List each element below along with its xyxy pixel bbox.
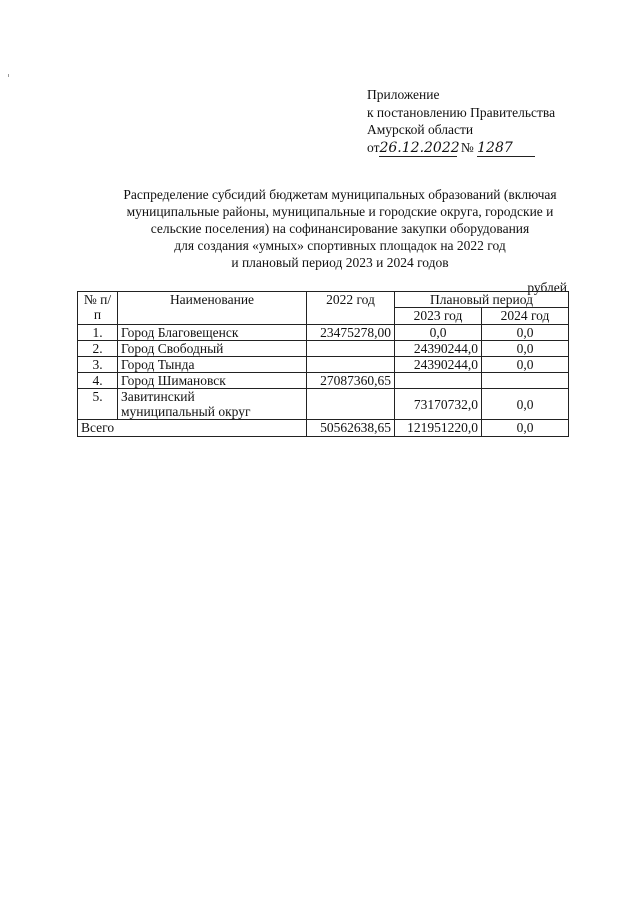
table-row (78, 357, 569, 373)
title-line: муниципальные районы, муниципальные и городские округа, городские и (126, 204, 554, 219)
col-header-name: Наименование (118, 292, 307, 325)
row-2023: 0,0 (395, 325, 482, 341)
currency-unit: рублей (527, 280, 567, 295)
table-row (78, 341, 569, 357)
table-row (78, 389, 569, 420)
row-2023: 24390244,0 (395, 357, 482, 373)
row-name: Город Шимановск (118, 373, 307, 389)
subsidy-table (77, 291, 569, 437)
total-row (78, 420, 569, 437)
row-num: 4. (78, 373, 118, 389)
row-2023: 73170732,0 (395, 389, 482, 420)
row-2022: 23475278,00 (307, 325, 395, 341)
region-name: Амурской области (367, 122, 474, 137)
row-name: Город Тында (118, 357, 307, 373)
row-name (118, 389, 307, 420)
resolution-ref: к постановлению Правительства (367, 104, 556, 120)
row-num: 5. (78, 389, 118, 420)
row-num: 3. (78, 357, 118, 373)
row-2024: 0,0 (482, 389, 569, 420)
row-name-line: Завитинский (121, 389, 195, 404)
row-2024: 0,0 (482, 357, 569, 373)
row-num: 1. (78, 325, 118, 341)
total-2023: 121951220,0 (395, 420, 482, 437)
total-2024: 0,0 (482, 420, 569, 437)
title-line: для создания «умных» спортивных площадок на 2022 год (174, 238, 506, 253)
col-header-2024: 2024 год (482, 308, 569, 325)
col-header-num: № п/п (78, 292, 118, 325)
row-2022 (307, 341, 395, 357)
row-name-line: муниципальный округ (121, 404, 251, 419)
date-number-line (367, 139, 555, 157)
from-label: от (367, 139, 380, 155)
row-2022 (307, 389, 395, 420)
total-label: Всего (78, 420, 307, 437)
number-label: № (460, 139, 474, 155)
row-2024 (482, 373, 569, 389)
row-name: Город Свободный (118, 341, 307, 357)
row-num: 2. (78, 341, 118, 357)
row-name: Город Благовещенск (118, 325, 307, 341)
table-row (78, 325, 569, 341)
scan-mark (8, 74, 9, 77)
total-2022: 50562638,65 (307, 420, 395, 437)
row-2023 (395, 373, 482, 389)
row-2022: 27087360,65 (307, 373, 395, 389)
handwritten-date: 26.12.2022 (379, 139, 460, 156)
row-2022 (307, 357, 395, 373)
title-line: Распределение субсидий бюджетам муниципальных образований (включая (123, 187, 557, 202)
row-2024: 0,0 (482, 325, 569, 341)
handwritten-number: 1287 (477, 141, 535, 157)
col-header-2023: 2023 год (395, 308, 482, 325)
table-row (78, 373, 569, 389)
appendix-header (367, 86, 555, 157)
col-header-2022: 2022 год (307, 292, 395, 325)
title-line: и плановый период 2023 и 2024 годов (231, 255, 449, 270)
row-2023: 24390244,0 (395, 341, 482, 357)
header-row (78, 292, 569, 308)
document-title (60, 186, 620, 271)
col-header-planned: Плановый период (395, 292, 569, 308)
title-line: сельские поселения) на софинансирование закупки оборудования (150, 221, 530, 236)
appendix-label: Приложение (367, 87, 440, 102)
row-2024: 0,0 (482, 341, 569, 357)
